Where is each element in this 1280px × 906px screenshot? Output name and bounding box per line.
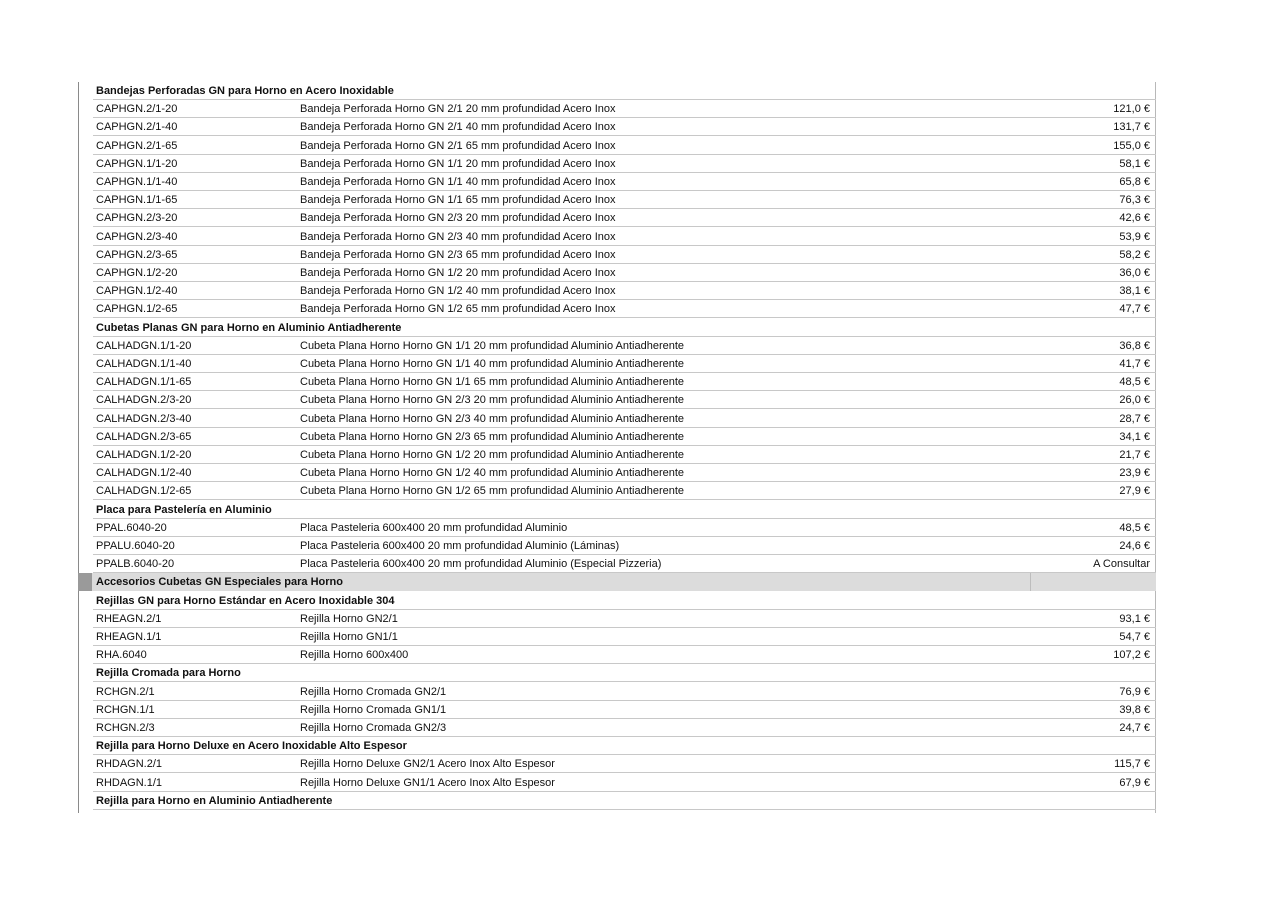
product-description: Cubeta Plana Horno Horno GN 1/1 65 mm profundidad Aluminio Antiadherente [300, 376, 685, 389]
product-price: 26,0 € [1119, 394, 1150, 407]
row-divider [93, 809, 1156, 810]
product-price: 39,8 € [1119, 703, 1150, 716]
product-description: Bandeja Perforada Horno GN 2/1 20 mm profundidad Acero Inox [300, 103, 616, 116]
table-row [78, 683, 1156, 701]
table-row [78, 428, 1156, 446]
product-price: 42,6 € [1119, 212, 1150, 225]
table-row [78, 482, 1156, 500]
product-price: 24,6 € [1119, 540, 1150, 552]
product-price: 65,8 € [1119, 176, 1150, 188]
product-code: CALHADGN.2/3-20 [96, 394, 192, 407]
product-code: CAPHGN.2/3-20 [96, 212, 178, 225]
table-row [78, 137, 1156, 155]
product-description: Bandeja Perforada Horno GN 2/1 65 mm profundidad Acero Inox [300, 139, 616, 152]
product-code: CAPHGN.1/1-65 [96, 194, 178, 207]
product-code: CAPHGN.2/1-20 [96, 103, 178, 116]
table-row [78, 519, 1156, 537]
product-code: RCHGN.2/3 [96, 722, 155, 734]
product-code: RHEAGN.1/1 [96, 631, 162, 643]
product-code: RHDAGN.2/1 [96, 758, 163, 771]
table-row [78, 100, 1156, 118]
table-row [78, 373, 1156, 391]
product-code: CALHADGN.1/2-40 [96, 467, 192, 480]
product-code: CAPHGN.1/1-40 [96, 176, 178, 188]
product-description: Placa Pasteleria 600x400 20 mm profundidad Aluminio (Láminas) [300, 540, 620, 552]
product-description: Bandeja Perforada Horno GN 2/1 40 mm profundidad Acero Inox [300, 121, 616, 134]
product-description: Placa Pasteleria 600x400 20 mm profundidad Aluminio [300, 521, 568, 534]
category-heading [78, 737, 1156, 755]
table-row [78, 391, 1156, 409]
table-row [78, 610, 1156, 628]
product-price: 24,7 € [1119, 722, 1150, 734]
product-code: RHA.6040 [96, 649, 147, 662]
product-price: 58,2 € [1119, 248, 1150, 261]
product-code: CALHADGN.1/1-40 [96, 358, 192, 370]
product-price: 58,1 € [1119, 157, 1150, 170]
product-code: CAPHGN.1/2-20 [96, 267, 178, 279]
product-price: 38,1 € [1119, 285, 1150, 298]
product-price: 47,7 € [1119, 303, 1150, 316]
product-description: Rejilla Horno Cromada GN1/1 [300, 703, 447, 716]
product-code: CALHADGN.1/1-65 [96, 376, 192, 389]
table-row [78, 355, 1156, 373]
product-code: CAPHGN.2/3-65 [96, 248, 178, 261]
product-description: Rejilla Horno GN1/1 [300, 631, 398, 643]
section-header [78, 573, 1156, 591]
product-price: 67,9 € [1119, 776, 1150, 789]
product-code: RHEAGN.2/1 [96, 612, 162, 625]
product-price: 27,9 € [1119, 485, 1150, 498]
product-price: 121,0 € [1113, 103, 1150, 116]
product-description: Cubeta Plana Horno Horno GN 1/1 40 mm profundidad Aluminio Antiadherente [300, 358, 685, 370]
table-row [78, 209, 1156, 227]
table-row [78, 701, 1156, 719]
category-heading [78, 792, 1156, 810]
product-description: Bandeja Perforada Horno GN 1/1 65 mm profundidad Acero Inox [300, 194, 616, 207]
table-row [78, 446, 1156, 464]
product-code: PPAL.6040-20 [96, 521, 167, 534]
product-description: Bandeja Perforada Horno GN 2/3 65 mm profundidad Acero Inox [300, 248, 616, 261]
product-code: RCHGN.2/1 [96, 685, 155, 698]
table-row [78, 191, 1156, 209]
product-description: Bandeja Perforada Horno GN 2/3 20 mm profundidad Acero Inox [300, 212, 616, 225]
product-description: Cubeta Plana Horno Horno GN 1/2 65 mm profundidad Aluminio Antiadherente [300, 485, 685, 498]
product-description: Bandeja Perforada Horno GN 1/1 20 mm profundidad Acero Inox [300, 157, 616, 170]
product-code: CALHADGN.2/3-65 [96, 430, 192, 443]
product-description: Bandeja Perforada Horno GN 1/2 40 mm profundidad Acero Inox [300, 285, 616, 298]
table-row [78, 337, 1156, 355]
section-title: Accesorios Cubetas GN Especiales para Horno [96, 576, 343, 589]
category-heading [78, 319, 1156, 337]
product-price: 41,7 € [1119, 358, 1150, 370]
table-row [78, 410, 1156, 428]
category-title: Placa para Pastelería en Aluminio [96, 503, 272, 516]
product-code: CALHADGN.2/3-40 [96, 412, 192, 425]
table-row [78, 155, 1156, 173]
table-row [78, 300, 1156, 318]
table-row [78, 537, 1156, 555]
product-price: 54,7 € [1119, 631, 1150, 643]
product-price: 107,2 € [1113, 649, 1150, 662]
product-description: Cubeta Plana Horno Horno GN 1/1 20 mm profundidad Aluminio Antiadherente [300, 339, 685, 352]
product-description: Cubeta Plana Horno Horno GN 2/3 65 mm profundidad Aluminio Antiadherente [300, 430, 685, 443]
category-title: Rejilla para Horno Deluxe en Acero Inoxidable Alto Espesor [96, 740, 407, 753]
product-price: 48,5 € [1119, 521, 1150, 534]
product-price: 36,8 € [1119, 339, 1150, 352]
product-description: Rejilla Horno Deluxe GN1/1 Acero Inox Alto Espesor [300, 776, 555, 789]
table-row [78, 282, 1156, 300]
product-price: 53,9 € [1119, 230, 1150, 243]
product-price: 48,5 € [1119, 376, 1150, 389]
product-description: Cubeta Plana Horno Horno GN 2/3 20 mm profundidad Aluminio Antiadherente [300, 394, 685, 407]
product-description: Bandeja Perforada Horno GN 1/2 20 mm profundidad Acero Inox [300, 267, 616, 279]
table-row [78, 264, 1156, 282]
product-description: Rejilla Horno GN2/1 [300, 612, 398, 625]
product-price: 93,1 € [1119, 612, 1150, 625]
product-code: RCHGN.1/1 [96, 703, 155, 716]
product-price: 23,9 € [1119, 467, 1150, 480]
table-row [78, 246, 1156, 264]
product-price: 131,7 € [1113, 121, 1150, 134]
product-price: 76,9 € [1119, 685, 1150, 698]
product-price: 34,1 € [1119, 430, 1150, 443]
category-title: Bandejas Perforadas GN para Horno en Acero Inoxidable [96, 85, 394, 97]
product-code: CALHADGN.1/2-65 [96, 485, 192, 498]
product-price: 115,7 € [1114, 758, 1150, 771]
product-description: Bandeja Perforada Horno GN 1/2 65 mm profundidad Acero Inox [300, 303, 616, 316]
product-code: CALHADGN.1/1-20 [96, 339, 192, 352]
product-code: CAPHGN.1/2-40 [96, 285, 178, 298]
category-title: Rejillas GN para Horno Estándar en Acero Inoxidable 304 [96, 594, 395, 607]
category-heading [78, 82, 1156, 100]
product-description: Bandeja Perforada Horno GN 1/1 40 mm profundidad Acero Inox [300, 176, 616, 188]
product-code: CALHADGN.1/2-20 [96, 449, 192, 461]
table-row [78, 118, 1156, 136]
category-title: Rejilla Cromada para Horno [96, 667, 241, 680]
section-column-divider [1030, 573, 1031, 591]
table-row [78, 173, 1156, 191]
table-row [78, 719, 1156, 737]
product-code: CAPHGN.1/2-65 [96, 303, 178, 316]
product-price: 21,7 € [1119, 449, 1150, 461]
product-code: CAPHGN.2/1-65 [96, 139, 178, 152]
product-description: Cubeta Plana Horno Horno GN 1/2 40 mm profundidad Aluminio Antiadherente [300, 467, 685, 480]
product-description: Rejilla Horno 600x400 [300, 649, 409, 662]
category-heading [78, 501, 1156, 519]
product-code: CAPHGN.2/3-40 [96, 230, 178, 243]
table-row [78, 228, 1156, 246]
category-title: Cubetas Planas GN para Horno en Aluminio Antiadherente [96, 321, 402, 334]
product-code: PPALU.6040-20 [96, 540, 175, 552]
table-row [78, 774, 1156, 792]
product-description: Rejilla Horno Cromada GN2/1 [300, 685, 447, 698]
product-description: Rejilla Horno Cromada GN2/3 [300, 722, 447, 734]
product-price: 76,3 € [1119, 194, 1150, 207]
product-description: Rejilla Horno Deluxe GN2/1 Acero Inox Alto Espesor [300, 758, 555, 771]
category-heading [78, 592, 1156, 610]
table-row [78, 646, 1156, 664]
table-row [78, 555, 1156, 573]
product-price: A Consultar [1093, 558, 1150, 571]
product-description: Cubeta Plana Horno Horno GN 1/2 20 mm profundidad Aluminio Antiadherente [300, 449, 685, 461]
product-code: CAPHGN.2/1-40 [96, 121, 178, 134]
product-description: Placa Pasteleria 600x400 20 mm profundidad Aluminio (Especial Pizzeria) [300, 558, 662, 571]
product-price: 28,7 € [1119, 412, 1150, 425]
table-row [78, 755, 1156, 773]
table-row [78, 628, 1156, 646]
product-description: Bandeja Perforada Horno GN 2/3 40 mm profundidad Acero Inox [300, 230, 616, 243]
section-marker [78, 573, 92, 591]
product-price: 36,0 € [1119, 267, 1150, 279]
table-row [78, 464, 1156, 482]
product-code: PPALB.6040-20 [96, 558, 175, 571]
category-heading [78, 664, 1156, 682]
product-description: Cubeta Plana Horno Horno GN 2/3 40 mm profundidad Aluminio Antiadherente [300, 412, 685, 425]
category-title: Rejilla para Horno en Aluminio Antiadherente [96, 794, 333, 807]
product-code: CAPHGN.1/1-20 [96, 157, 178, 170]
product-price: 155,0 € [1113, 139, 1150, 152]
product-code: RHDAGN.1/1 [96, 776, 163, 789]
